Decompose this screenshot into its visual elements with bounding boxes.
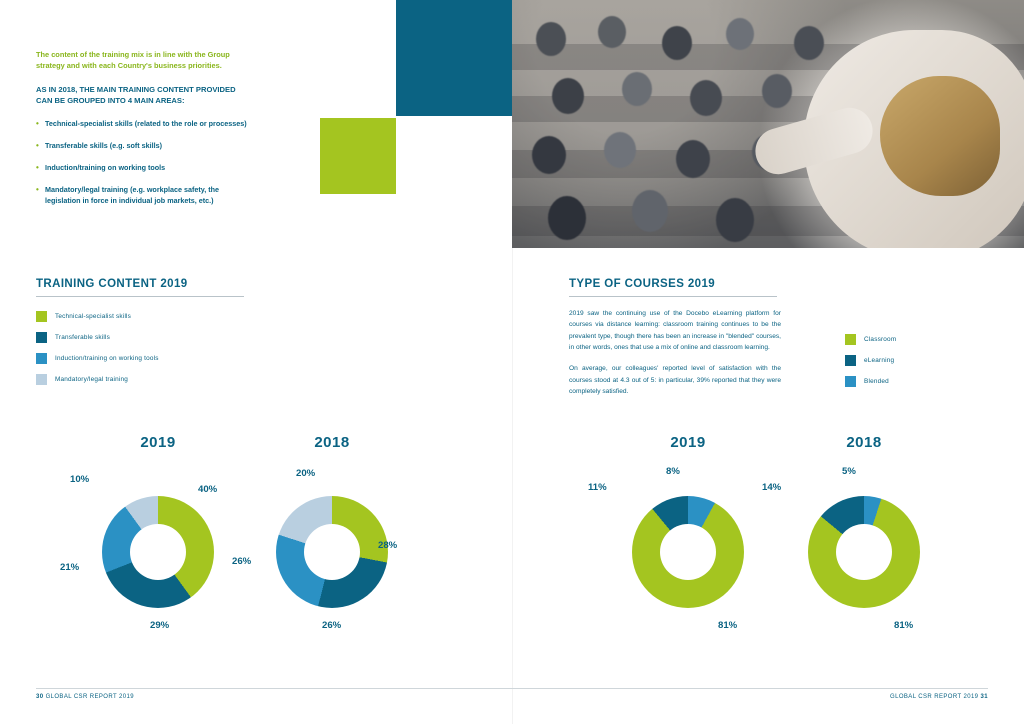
legend-item (36, 311, 159, 322)
chart-title: 2018 (314, 434, 350, 451)
footer-right (890, 694, 988, 700)
paragraph: On average, our colleagues' reported level of satisfaction with the courses stood at 4.3 out of 5: in particular, 39% reported that they were completely satisfied. (569, 365, 781, 395)
page-number-left: 30 (36, 694, 44, 700)
slice-label: 28% (378, 540, 398, 551)
intro-headline: AS IN 2018, THE MAIN TRAINING CONTENT PROVIDED CAN BE GROUPED INTO 4 MAIN AREAS: (36, 85, 236, 106)
slice-label: 26% (232, 556, 252, 567)
intro-lead: The content of the training mix is in line with the Group strategy and with each Country's business priorities. (36, 50, 230, 70)
chart-title: 2019 (140, 434, 176, 451)
slice-label: 26% (322, 620, 342, 631)
legend-item (36, 332, 159, 343)
legend-item-label: Classroom (864, 336, 897, 343)
legend-item (845, 355, 896, 366)
donut-chart-training-2018 (232, 434, 398, 634)
donut-chart-courses-2019 (588, 434, 746, 634)
donut-chart-courses-2018 (762, 434, 922, 634)
slice-label: 81% (894, 620, 914, 631)
section-title-type-of-courses: TYPE OF COURSES 2019 (569, 278, 716, 290)
legend-training-content (36, 311, 159, 395)
section-rule-right (569, 296, 777, 297)
slice-label: 11% (588, 482, 607, 493)
footer-left (36, 694, 134, 700)
legend-item-label: Blended (864, 378, 889, 385)
legend-item (845, 334, 896, 345)
slice-label: 21% (60, 562, 80, 573)
footer-label-left: GLOBAL CSR REPORT 2019 (45, 694, 134, 700)
legend-type-of-courses (845, 334, 896, 397)
legend-swatch-icon (845, 355, 856, 366)
slice-label: 8% (666, 466, 680, 477)
section-rule-left (36, 296, 244, 297)
slice-label: 20% (296, 468, 316, 479)
donut-ring (808, 496, 920, 608)
slice-label: 81% (718, 620, 738, 631)
decorative-square-green (320, 118, 396, 194)
list-item: • Technical-specialist skills (related to the role or processes) (36, 119, 251, 130)
legend-item-label: Transferable skills (55, 334, 111, 341)
intro-text-block (36, 50, 251, 217)
legend-swatch-icon (36, 353, 47, 364)
legend-swatch-icon (36, 311, 47, 322)
donut-ring (276, 496, 388, 608)
list-item: • Induction/training on working tools (36, 163, 251, 174)
slice-label: 29% (150, 620, 170, 631)
legend-item (845, 376, 896, 387)
decorative-square-teal (396, 0, 512, 116)
page-number-right: 31 (980, 694, 988, 700)
legend-item-label: Mandatory/legal training (55, 376, 129, 383)
legend-swatch-icon (36, 374, 47, 385)
legend-swatch-icon (845, 376, 856, 387)
legend-item-label: Technical-specialist skills (55, 313, 132, 320)
paragraph: 2019 saw the continuing use of the Docebo eLearning platform for courses via distance learning: classroom training continues to be the prevalent type, though there has been an increase in "blended" courses, in other words, ones that use a mix of online and classroom learning. (569, 310, 781, 351)
footer-divider (36, 688, 988, 689)
list-item: • Mandatory/legal training (e.g. workplace safety, the legislation in force in individual job markets, etc.) (36, 185, 251, 207)
donut-ring (632, 496, 744, 608)
speaker-hair (880, 76, 1000, 196)
donut-ring (102, 496, 214, 608)
legend-swatch-icon (36, 332, 47, 343)
slice-label: 5% (842, 466, 856, 477)
slice-label: 14% (762, 482, 782, 493)
slice-label: 10% (70, 474, 90, 485)
section-title-training-content: TRAINING CONTENT 2019 (36, 278, 188, 290)
footer-label-right: GLOBAL CSR REPORT 2019 (890, 694, 979, 700)
page-spine-divider (512, 248, 513, 724)
intro-bullet-list (36, 119, 251, 206)
donut-chart-training-2019 (60, 434, 218, 634)
chart-title: 2019 (670, 434, 706, 451)
legend-item-label: eLearning (864, 357, 895, 364)
legend-swatch-icon (845, 334, 856, 345)
chart-title: 2018 (846, 434, 882, 451)
slice-label: 40% (198, 484, 218, 495)
legend-item (36, 353, 159, 364)
lecture-hall-photo (512, 0, 1024, 248)
type-of-courses-body (569, 308, 781, 397)
legend-item-label: Induction/training on working tools (55, 355, 159, 362)
list-item: • Transferable skills (e.g. soft skills) (36, 141, 251, 152)
legend-item (36, 374, 159, 385)
